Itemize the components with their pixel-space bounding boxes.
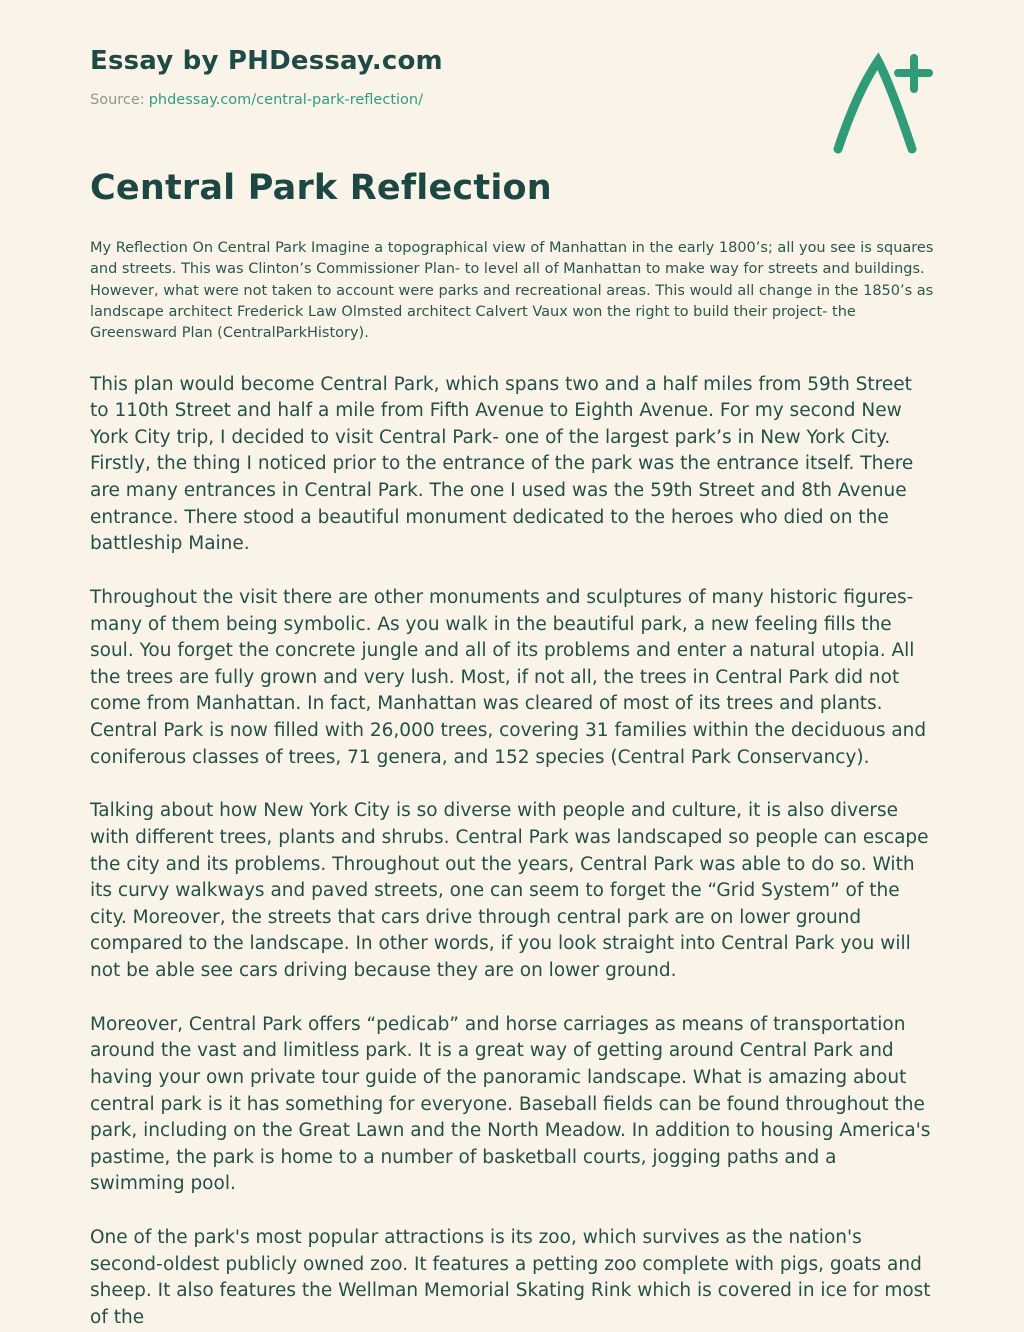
body-paragraph-4: Moreover, Central Park offers “pedicab” and horse carriages as means of transportation around the vast and limitless park. It is a great way of getting around Central Park and having your own private tour guide of the panoramic landscape. What is amazing about central park is it has something for everyone. Baseball fields can be found throughout the park, including on the Great Lawn and the North Meadow. In addition to housing America's pastime, the park is home to a number of basketball courts, jogging paths and a swimming pool. [90, 1013, 931, 1195]
page-title: Essay by PHDessay.com [90, 46, 443, 76]
body-paragraph-5: One of the park's most popular attractions is its zoo, which survives as the nation's second-oldest publicly owned zoo. It features a petting zoo complete with pigs, goats and sheep. It also features the Wellman Memorial Skating Rink which is covered in ice for most of the [90, 1227, 931, 1328]
body-paragraph-2: Throughout the visit there are other monuments and sculptures of many historic figures- many of them being symbolic. As you walk in the beautiful park, a new feeling fills the soul. You forget the concrete jungle and all of its problems and enter a natural utopia. All the trees are fully grown and very lush. Most, if not all, the trees in Central Park did not come from Manhattan. In fact, Manhattan was cleared of most of its trees and plants. Central Park is now filled with 26,000 trees, covering 31 families within the deciduous and coniferous classes of trees, 71 genera, and 152 species (Central Park Conservancy). [90, 586, 927, 768]
intro-paragraph: My Reflection On Central Park Imagine a topographical view of Manhattan in the early 1800’s; all you see is squares and streets. This was Clinton’s Commissioner Plan- to level all of Manhattan to make way for streets and buildings. However, what were not taken to account were parks and recreational areas. This would all change in the 1850’s as landscape architect Frederick Law Olmsted architect Calvert Vaux won the right to build their project- the Greensward Plan (CentralParkHistory). [90, 240, 934, 342]
article-title: Central Park Reflection [90, 168, 552, 208]
source-line [90, 92, 936, 108]
source-label: Source: [90, 92, 145, 108]
body-paragraph-1: This plan would become Central Park, which spans two and a half miles from 59th Street to 110th Street and half a mile from Fifth Avenue to Eighth Avenue. For my second New York City trip, I decided to visit Central Park- one of the largest park’s in New York City. Firstly, the thing I noticed prior to the entrance of the park was the entrance itself. There are many entrances in Central Park. The one I used was the 59th Street and 8th Avenue entrance. There stood a beautiful monument dedicated to the heroes who died on the battleship Maine. [90, 373, 914, 555]
phdessay-aplus-logo-icon [828, 52, 934, 154]
body-paragraph-3: Talking about how New York City is so diverse with people and culture, it is also diverse with different trees, plants and shrubs. Central Park was landscaped so people can escape the city and its problems. Throughout out the years, Central Park was able to do so. With its curvy walkways and paved streets, one can seem to forget the “Grid System” of the city. Moreover, the streets that cars drive through central park are on lower ground compared to the landscape. In other words, if you look straight into Central Park you will not be able see cars driving because they are on lower ground. [90, 800, 929, 982]
page-header [90, 46, 936, 108]
source-link[interactable]: phdessay.com/central-park-reflection/ [148, 92, 423, 108]
